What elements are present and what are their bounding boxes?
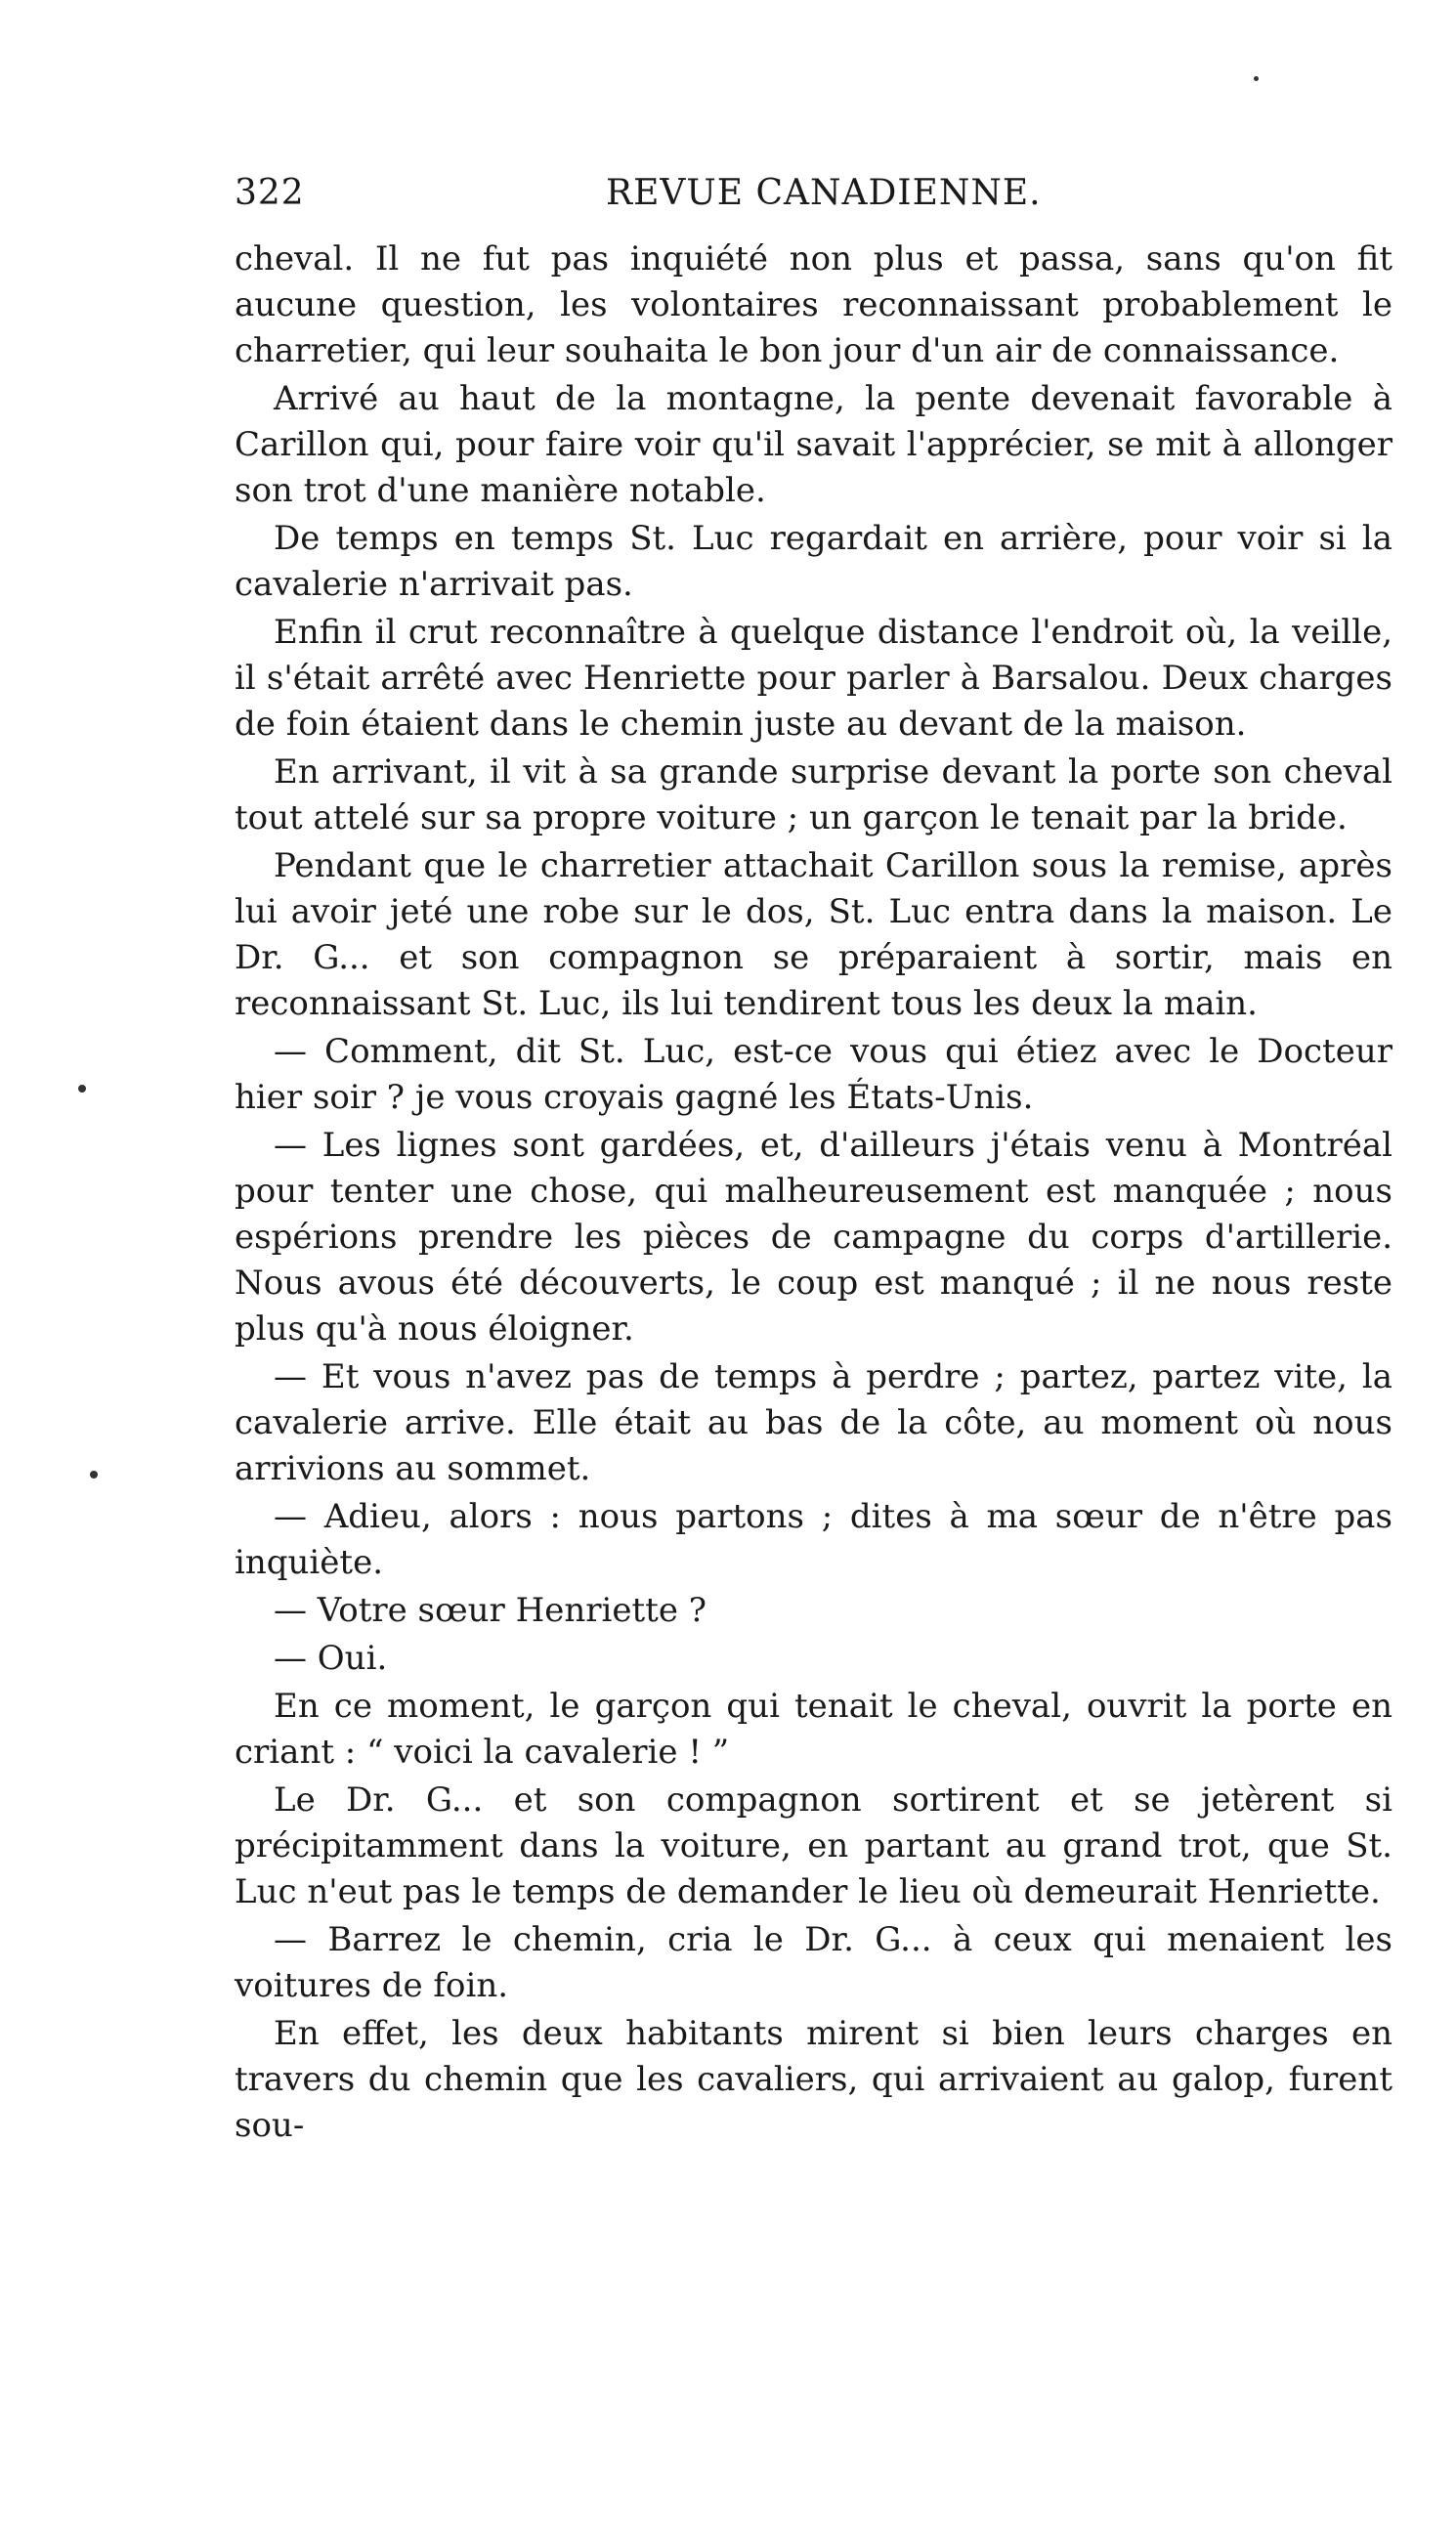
paragraph: Pendant que le charretier attachait Carillon sous la remise, après lui avoir jeté une robe sur le dos, St. Luc entra dans la maison. Le Dr. G... et son compagnon se préparaient à sortir, mais en reconnaissant St. Luc, ils lui tendirent tous les deux la main. [235,846,1392,1023]
dialogue-line: — Adieu, alors : nous partons ; dites à ma sœur de n'être pas inquiète. [235,1497,1392,1582]
paragraph: Enfin il crut reconnaître à quelque distance l'endroit où, la veille, il s'était arrêté avec Henriette pour parler à Barsalou. Deux charges de foin étaient dans le chemin juste au devant de la maison. [235,613,1392,744]
paragraph: En arrivant, il vit à sa grande surprise devant la porte son cheval tout attelé sur sa propre voiture ; un garçon le tenait par la bride. [235,752,1392,837]
ink-speck [1254,76,1259,81]
dialogue-line: — Les lignes sont gardées, et, d'ailleurs j'étais venu à Montréal pour tenter une chose, qui malheureusement est manquée ; nous espérions prendre les pièces de campagne du corps d'artillerie. Nous avous été découverts, le coup est manqué ; il ne nous reste plus qu'à nous éloigner. [235,1126,1392,1349]
running-title: REVUE CANADIENNE. [606,173,1042,213]
dialogue-line: — Oui. [274,1639,388,1678]
ink-speck [90,1471,98,1479]
page-number: 322 [235,173,305,213]
paragraph: cheval. Il ne fut pas inquiété non plus et passa, sans qu'on fit aucune question, les volontaires reconnaissant probablement le charretier, qui leur souhaita le bon jour d'un air de connaissance. [235,239,1392,370]
page-body [235,236,1392,2151]
paragraph: En ce moment, le garçon qui tenait le cheval, ouvrit la porte en criant : “ voici la cavalerie ! ” [235,1687,1392,1772]
page-header [235,164,1417,223]
dialogue-line: — Votre sœur Henriette ? [274,1591,707,1630]
dialogue-line: — Et vous n'avez pas de temps à perdre ; partez, partez vite, la cavalerie arrive. Elle était au bas de la côte, au moment où nous arrivions au sommet. [235,1357,1392,1488]
paragraph: Arrivé au haut de la montagne, la pente devenait favorable à Carillon qui, pour faire voir qu'il savait l'apprécier, se mit à allonger son trot d'une manière notable. [235,379,1392,510]
ink-speck [78,1085,86,1093]
dialogue-line: — Barrez le chemin, cria le Dr. G... à ceux qui menaient les voitures de foin. [235,1920,1392,2005]
dialogue-line: — Comment, dit St. Luc, est-ce vous qui étiez avec le Docteur hier soir ? je vous croyais gagné les États-Unis. [235,1032,1392,1117]
paragraph: Le Dr. G... et son compagnon sortirent et se jetèrent si précipitamment dans la voiture, en partant au grand trot, que St. Luc n'eut pas le temps de demander le lieu où demeurait Henriette. [235,1780,1392,1911]
paragraph: De temps en temps St. Luc regardait en arrière, pour voir si la cavalerie n'arrivait pas. [235,519,1392,604]
paragraph: En effet, les deux habitants mirent si bien leurs charges en travers du chemin que les cavaliers, qui arrivaient au galop, furent sou- [235,2014,1392,2145]
